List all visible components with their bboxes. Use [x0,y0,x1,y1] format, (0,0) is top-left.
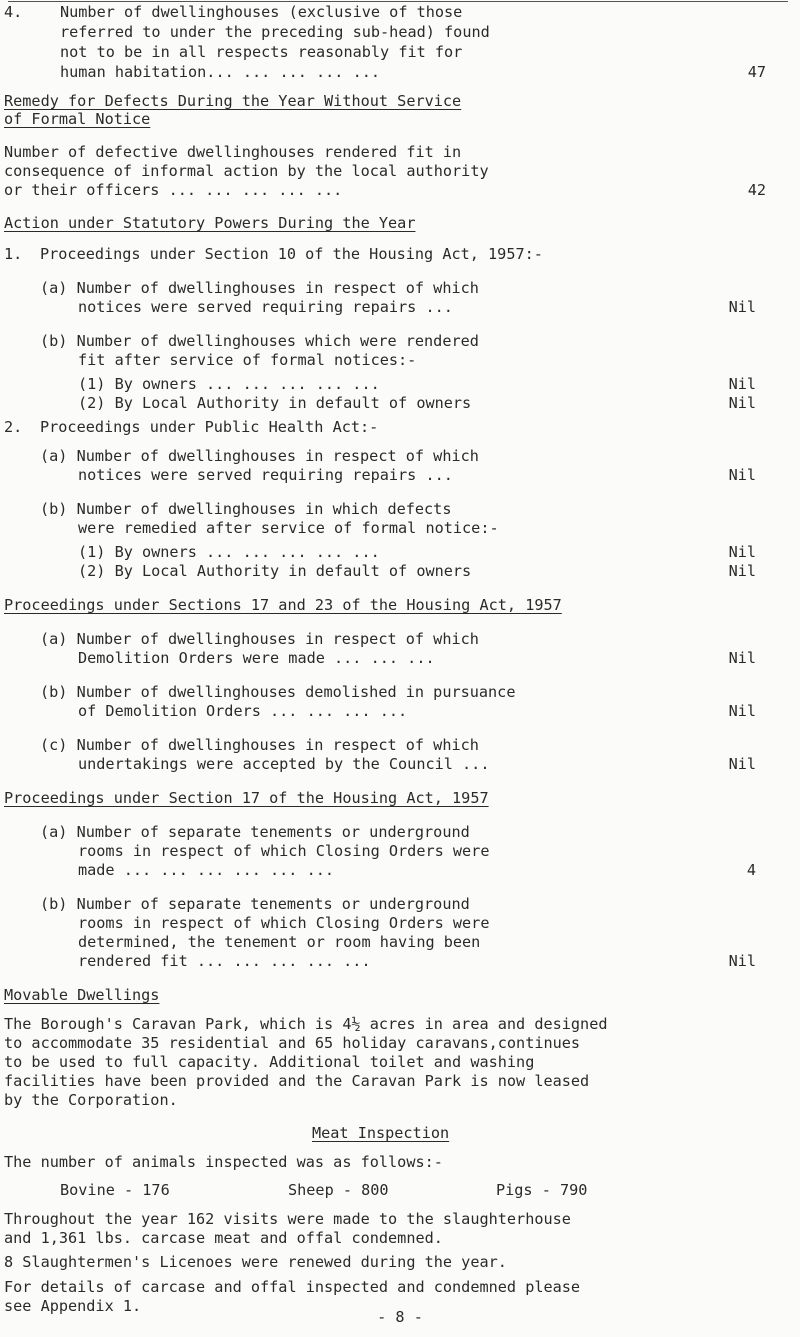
text-line: (a) Number of separate tenements or underground [40,823,470,841]
count-pigs: Pigs - 790 [496,1181,588,1199]
text-line: not to be in all respects reasonably fit for [60,43,463,61]
value: Nil [728,562,756,580]
text-line: facilities have been provided and the Caravan Park is now leased [4,1072,590,1090]
text-line: (2) By Local Authority in default of owners [78,394,472,412]
text-line: Throughout the year 162 visits were made to the slaughterhouse [4,1210,571,1228]
section-heading: Action under Statutory Powers During the Year [4,214,416,232]
value: Nil [728,755,756,773]
count-bovine: Bovine - 176 [60,1181,170,1199]
value: Nil [728,952,756,970]
text-line: notices were served requiring repairs ... [78,298,453,316]
value: 42 [747,181,766,199]
value: Nil [728,466,756,484]
text-line: 8 Slaughtermen's Licenoes were renewed during the year. [4,1253,507,1271]
text-line: human habitation... ... ... ... ... [60,63,381,81]
value: Nil [728,298,756,316]
text-line: (b) Number of dwellinghouses which were rendered [40,332,479,350]
text-line: (b) Number of dwellinghouses in which defects [40,500,452,518]
item-number: 2. [4,418,23,436]
text-line: and 1,361 lbs. carcase meat and offal condemned. [4,1229,443,1247]
text-line: (b) Number of dwellinghouses demolished in pursuance [40,683,516,701]
section-heading: Proceedings under Sections 17 and 23 of the Housing Act, 1957 [4,596,562,614]
text-line: by the Corporation. [4,1091,178,1109]
text-line: The number of animals inspected was as follows:- [4,1153,443,1171]
text-line: to be used to full capacity. Additional toilet and washing [4,1053,535,1071]
sub-heading: Proceedings under Public Health Act:- [40,418,379,436]
value: 47 [747,63,766,81]
text-line: rooms in respect of which Closing Orders were [78,842,490,860]
text-line: or their officers ... ... ... ... ... [4,181,343,199]
text-line: (a) Number of dwellinghouses in respect of which [40,630,479,648]
text-line: notices were served requiring repairs ... [78,466,453,484]
page-number: - 8 - [377,1308,423,1326]
section-heading: of Formal Notice [4,110,151,128]
text-line: (c) Number of dwellinghouses in respect of which [40,736,479,754]
text-line: rooms in respect of which Closing Orders were [78,914,490,932]
value: Nil [728,394,756,412]
text-line: The Borough's Caravan Park, which is 4½ acres in area and designed [4,1015,608,1033]
text-line: For details of carcase and offal inspected and condemned please [4,1278,581,1296]
text-line: undertakings were accepted by the Council ... [78,755,490,773]
section-heading: Meat Inspection [312,1124,450,1142]
text-line: Number of defective dwellinghouses rendered fit in [4,143,462,161]
section-heading: Proceedings under Section 17 of the Housing Act, 1957 [4,789,489,807]
item-number: 1. [4,245,23,263]
text-line: (b) Number of separate tenements or underground [40,895,470,913]
text-line: (a) Number of dwellinghouses in respect of which [40,447,479,465]
value: Nil [728,543,756,561]
value: 4 [746,861,756,879]
text-line: referred to under the preceding sub-head) found [60,23,490,41]
top-rule [8,1,788,2]
text-line: (a) Number of dwellinghouses in respect of which [40,279,479,297]
count-sheep: Sheep - 800 [288,1181,389,1199]
text-line: made ... ... ... ... ... ... [78,861,335,879]
value: Nil [728,702,756,720]
text-line: determined, the tenement or room having been [78,933,481,951]
text-line: to accommodate 35 residential and 65 holiday caravans,continues [4,1034,581,1052]
text-line: (2) By Local Authority in default of owners [78,562,472,580]
text-line: see Appendix 1. [4,1297,142,1315]
value: Nil [728,375,756,393]
item-number: 4. [4,3,23,21]
text-line: consequence of informal action by the local authority [4,162,489,180]
value: Nil [728,649,756,667]
text-line: fit after service of formal notices:- [78,351,417,369]
text-line: rendered fit ... ... ... ... ... [78,952,371,970]
text-line: of Demolition Orders ... ... ... ... [78,702,408,720]
text-line: were remedied after service of formal notice:- [78,519,499,537]
section-heading: Movable Dwellings [4,986,160,1004]
text-line: Number of dwellinghouses (exclusive of those [60,3,463,21]
text-line: Demolition Orders were made ... ... ... [78,649,435,667]
section-heading: Remedy for Defects During the Year Without Service [4,92,462,110]
sub-heading: Proceedings under Section 10 of the Housing Act, 1957:- [40,245,543,263]
text-line: (1) By owners ... ... ... ... ... [78,375,380,393]
text-line: (1) By owners ... ... ... ... ... [78,543,380,561]
